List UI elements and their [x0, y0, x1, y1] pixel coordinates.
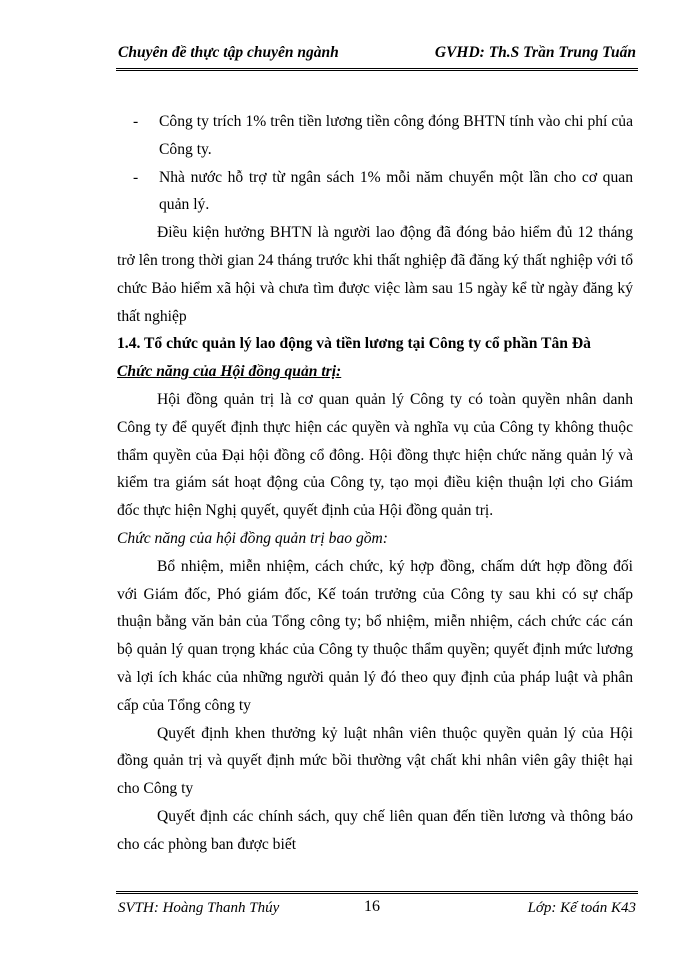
bullet-text: Công ty trích 1% trên tiền lương tiền công đóng BHTN tính vào chi phí của Công ty. [159, 113, 633, 158]
bullet-dash: - [133, 113, 139, 130]
subheading-board-functions [117, 358, 633, 386]
bullet-dash: - [133, 168, 139, 186]
page-header [116, 40, 638, 68]
section-heading: 1.4. Tổ chức quản lý lao động và tiền lương tại Công ty cổ phần Tân Đà [117, 335, 591, 353]
header-divider [116, 68, 638, 71]
header-left-title: Chuyên đề thực tập chuyên ngành [118, 44, 339, 61]
subheading-board-text: Chức năng của Hội đồng quản trị: [117, 363, 342, 381]
paragraph-unemployment-condition: Điều kiện hưởng BHTN là người lao động đã đóng bảo hiểm đủ 12 tháng trở lên trong thời gian 24 tháng trước khi thất nghiệp đã đăng ký thất nghiệp với tổ chức Bảo hiểm xã hội và chưa tìm được việc làm sau 15 ngày kể từ ngày đăng ký thất nghiệp [117, 224, 633, 325]
footer-divider [116, 891, 638, 894]
document-body [117, 108, 633, 859]
paragraph-board-description: Hội đồng quản trị là cơ quan quản lý Công ty có toàn quyền nhân danh Công ty để quyết định thực hiện các quyền và nghĩa vụ của Công ty không thuộc thẩm quyền của Đại hội đồng cổ đông. Hội đồng thực hiện chức năng quản lý và kiểm tra giám sát hoạt động của Công ty, tạo mọi điều kiện thuận lợi cho Giám đốc thực hiện Nghị quyết, quyết định của Hội đồng quản trị. [117, 390, 633, 520]
paragraph-salary-policy: Quyết định các chính sách, quy chế liên quan đến tiền lương và thông báo cho các phòng ban được biết [117, 807, 633, 853]
page-footer [116, 898, 638, 922]
header-right-supervisor: GVHD: Th.S Trần Trung Tuấn [434, 44, 636, 61]
footer-student: SVTH: Hoàng Thanh Thúy [118, 900, 280, 916]
subheading-board-function-list: Chức năng của hội đồng quản trị bao gồm: [117, 529, 388, 547]
paragraph-reward-discipline: Quyết định khen thưởng kỷ luật nhân viên thuộc quyền quản lý của Hội đồng quản trị và quyết định mức bồi thường vật chất khi nhân viên gây thiệt hại cho Công ty [117, 724, 633, 798]
paragraph-appointment: Bổ nhiệm, miễn nhiệm, cách chức, ký hợp đồng, chấm dứt hợp đồng đối với Giám đốc, Phó giám đốc, Kế toán trưởng của Công ty sau khi có sự chấp thuận bằng văn bản của Tổng công ty; bổ nhiệm, miễn nhiệm, cách chức các cán bộ quản lý quan trọng khác của Công ty thuộc thẩm quyền; quyết định mức lương và lợi ích khác của những người quản lý đó theo quy định của pháp luật và phân cấp của Tổng công ty [117, 557, 633, 714]
footer-class: Lớp: Kế toán K43 [527, 900, 636, 916]
bullet-text: Nhà nước hỗ trợ từ ngân sách 1% mỗi năm chuyển một lần cho cơ quan quản lý. [159, 168, 633, 214]
bullet-item-state-support [117, 164, 633, 220]
bullet-item-company-contribution [117, 108, 633, 164]
page-number: 16 [364, 898, 380, 915]
